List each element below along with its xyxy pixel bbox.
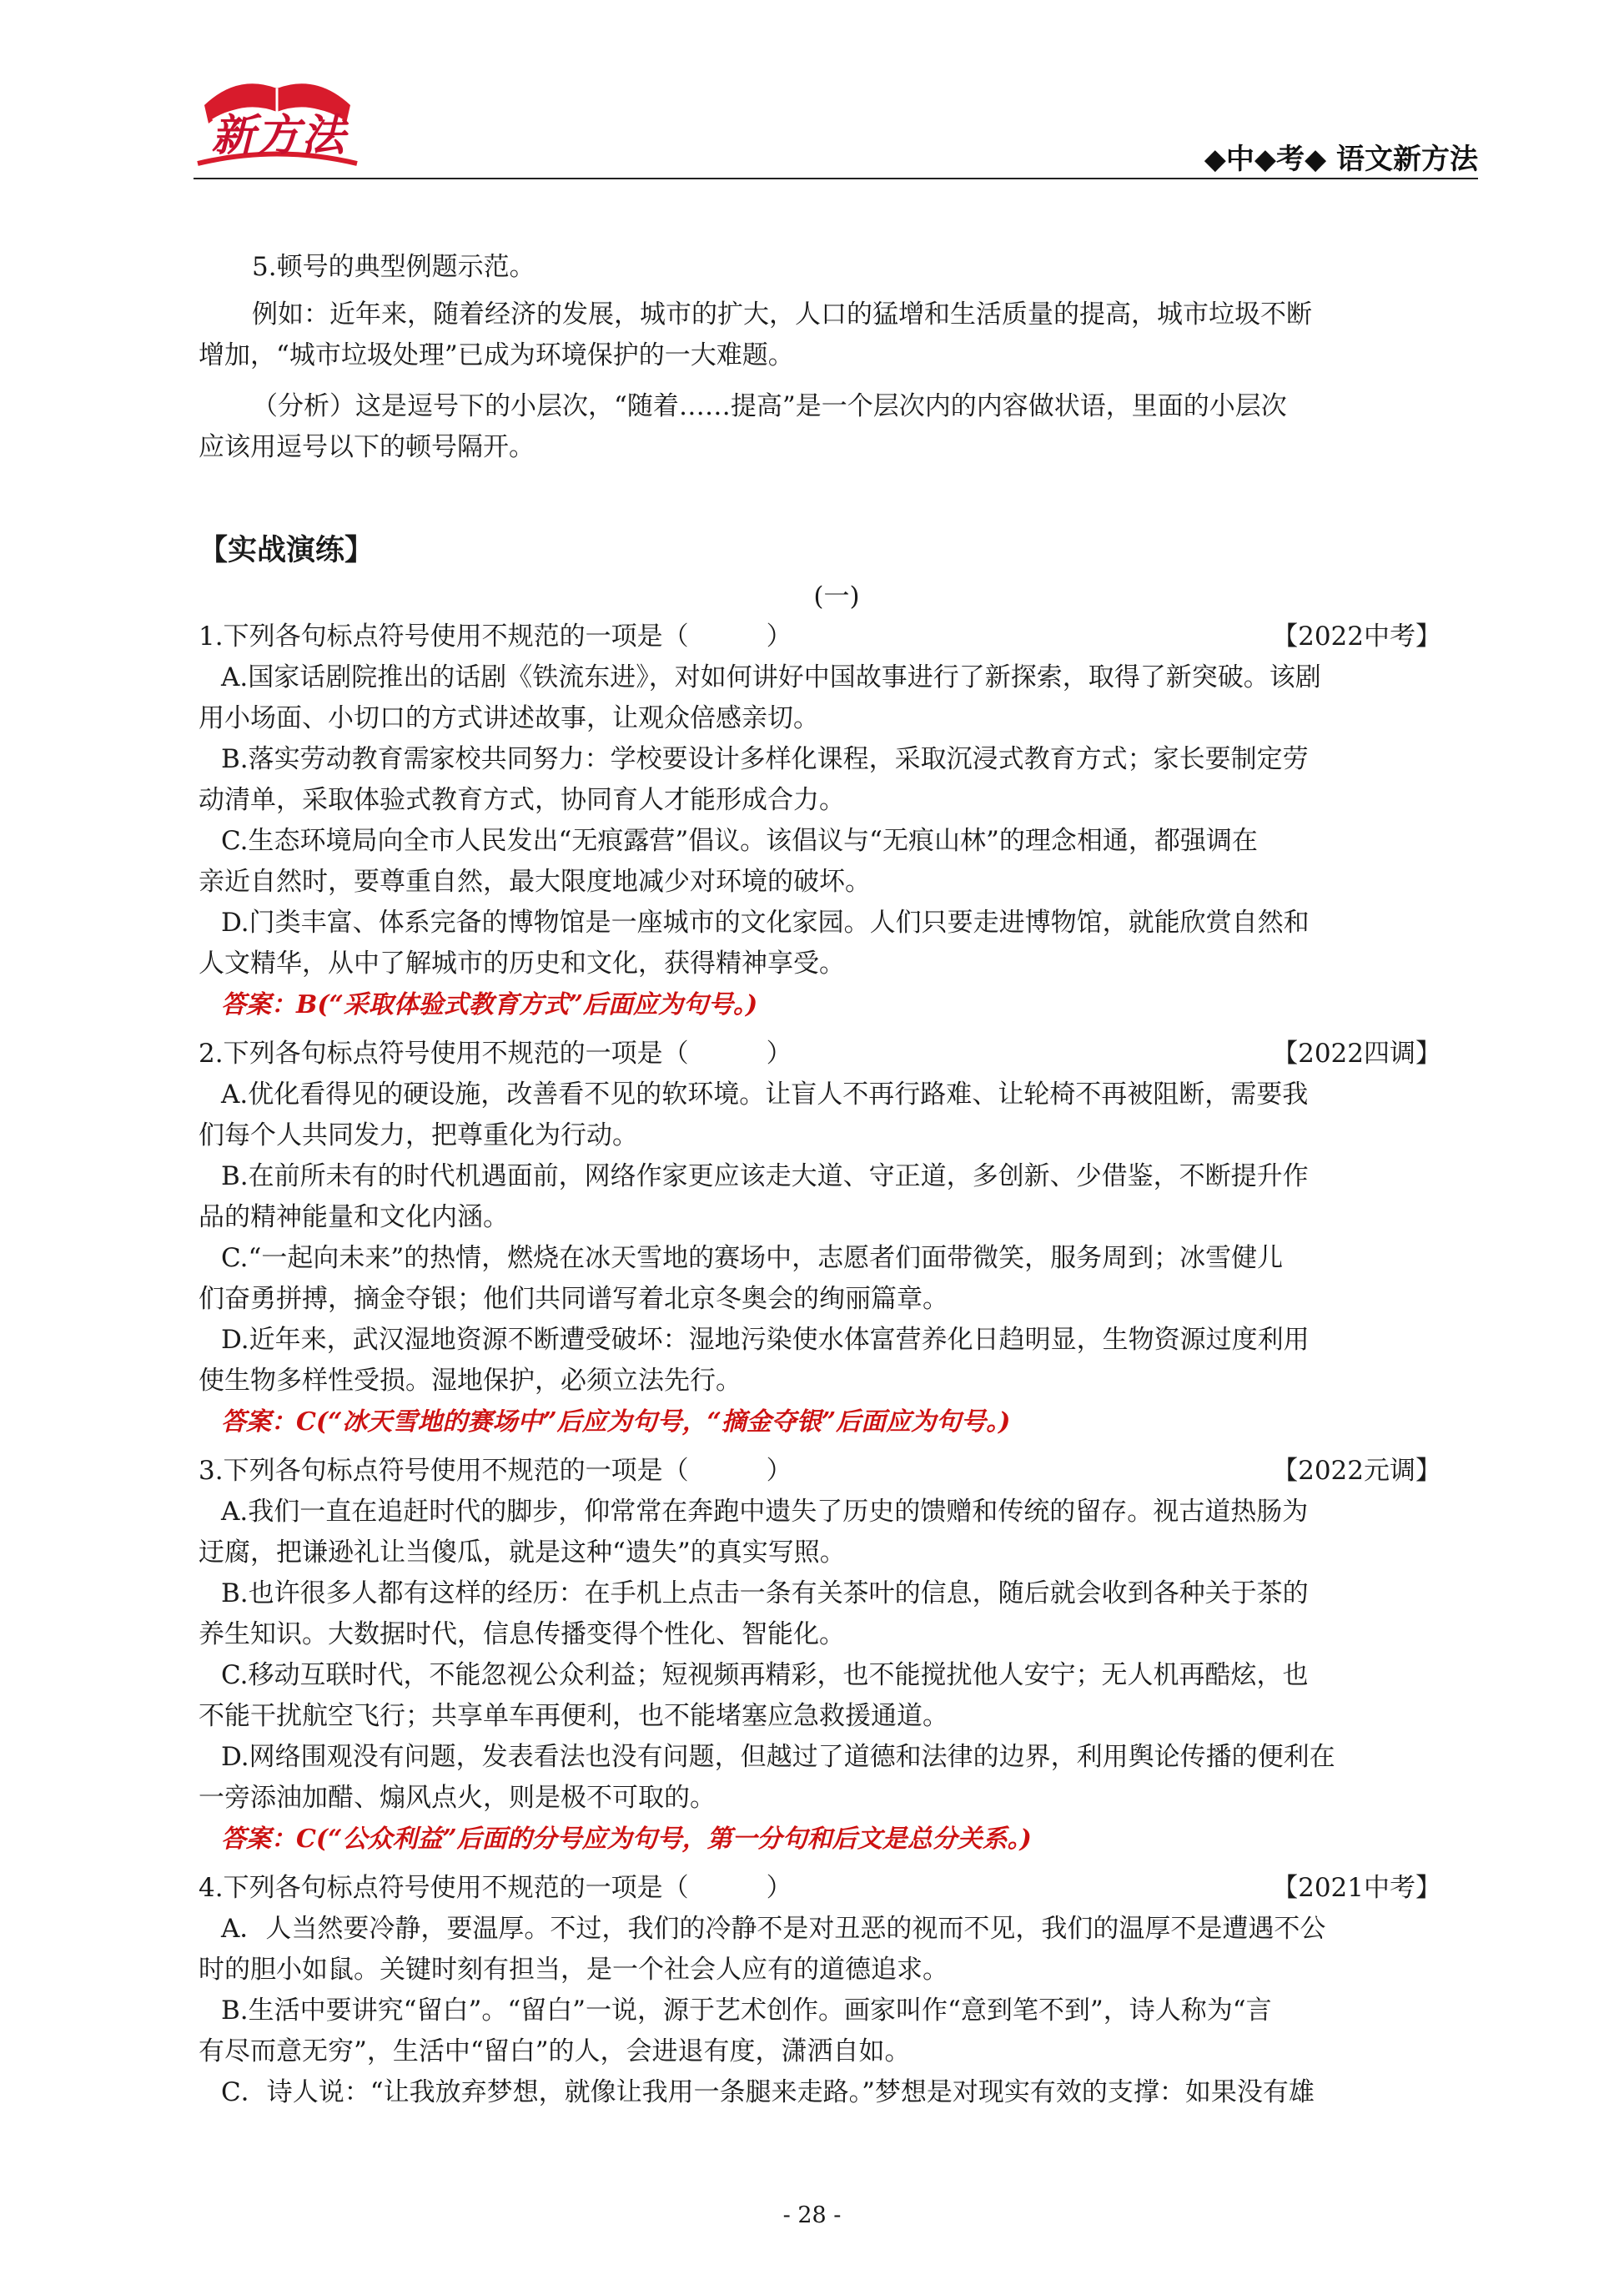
analysis-line: 应该用逗号以下的顿号隔开。: [199, 432, 535, 462]
example-line: 例如：近年来，随着经济的发展，城市的扩大，人口的猛增和生活质量的提高，城市垃圾不断: [252, 299, 1312, 330]
question-stem-text: 3.下列各句标点符号使用不规范的一项是（ ）: [199, 1456, 792, 1486]
question-tag: 【2022四调】: [1272, 1039, 1441, 1069]
option-line: 用小场面、小切口的方式讲述故事，让观众倍感亲切。: [199, 703, 819, 733]
question-tag: 【2022中考】: [1272, 622, 1441, 652]
logo-text: 新方法: [211, 110, 347, 161]
option-line: B.在前所未有的时代机遇面前，网络作家更应该走大道、守正道，多创新、少借鉴，不断提升作: [221, 1161, 1309, 1191]
page-number: - 28 -: [782, 2202, 842, 2228]
question-stem-text: 2.下列各句标点符号使用不规范的一项是（ ）: [199, 1039, 792, 1069]
intro-heading: 5.顿号的典型例题示范。: [252, 252, 535, 282]
question-stem: [199, 1450, 1475, 1492]
option-line: 们奋勇拼搏，摘金夺银；他们共同谱写着北京冬奥会的绚丽篇章。: [199, 1284, 948, 1314]
question-tag: 【2021中考】: [1272, 1873, 1441, 1903]
option-line: C.生态环境局向全市人民发出“无痕露营”倡议。该倡议与“无痕山林”的理念相通，都强调在: [221, 826, 1258, 856]
answer-line: 答案：B(“采取体验式教育方式”后面应为句号。): [221, 990, 758, 1019]
question-tag: 【2022元调】: [1272, 1456, 1441, 1486]
option-line: B.也许很多人都有这样的经历：在手机上点击一条有关茶叶的信息，随后就会收到各种关于茶的: [221, 1578, 1309, 1608]
question-1: [199, 616, 1475, 1025]
option-line: B.生活中要讲究“留白”。“留白”一说，源于艺术创作。画家叫作“意到笔不到”，诗人称为“言: [221, 1996, 1272, 2026]
option-line: D.近年来，武汉湿地资源不断遭受破坏：湿地污染使水体富营养化日趋明显，生物资源过度利用: [221, 1325, 1310, 1355]
answer-line: 答案：C(“冰天雪地的赛场中”后应为句号，“摘金夺银”后面应为句号。): [221, 1407, 1011, 1437]
option-line: D.门类丰富、体系完备的博物馆是一座城市的文化家园。人们只要走进博物馆，就能欣赏自然和: [221, 908, 1310, 938]
practice-subtitle: (一): [813, 581, 860, 612]
question-stem: [199, 1033, 1475, 1075]
question-2: [199, 1033, 1475, 1442]
option-line: 使生物多样性受损。湿地保护，必须立法先行。: [199, 1366, 742, 1396]
option-line: 一旁添油加醋、煽风点火，则是极不可取的。: [199, 1783, 716, 1813]
option-line: C．诗人说：“让我放弃梦想，就像让我用一条腿来走路。”梦想是对现实有效的支撑：如果没有雄: [221, 2077, 1315, 2107]
option-line: A.我们一直在追赶时代的脚步，仰常常在奔跑中遗失了历史的馈赠和传统的留存。视古道热肠为: [221, 1497, 1309, 1527]
example-line: 增加，“城市垃圾处理”已成为环境保护的一大难题。: [199, 340, 794, 370]
question-stem: [199, 616, 1475, 657]
answer-line: 答案：C(“公众利益”后面的分号应为句号，第一分句和后文是总分关系。): [221, 1825, 1032, 1854]
question-4: [199, 1867, 1475, 2113]
option-line: 人文精华，从中了解城市的历史和文化，获得精神享受。: [199, 949, 845, 979]
practice-title: 【实战演练】: [199, 533, 375, 567]
option-line: 亲近自然时，要尊重自然，最大限度地减少对环境的破坏。: [199, 867, 871, 897]
intro-section: [199, 247, 1475, 468]
header-title: ◆中◆考◆ 语文新方法: [1204, 143, 1478, 176]
option-line: 动清单，采取体验式教育方式，协同育人才能形成合力。: [199, 785, 845, 815]
question-stem: [199, 1867, 1475, 1909]
option-line: A．人当然要冷静，要温厚。不过，我们的冷静不是对丑恶的视而不见，我们的温厚不是遭遇不公: [221, 1914, 1326, 1944]
option-line: 们每个人共同发力，把尊重化为行动。: [199, 1120, 638, 1150]
option-line: 不能干扰航空飞行；共享单车再便利，也不能堵塞应急救援通道。: [199, 1701, 948, 1731]
option-line: D.网络围观没有问题，发表看法也没有问题，但越过了道德和法律的边界，利用舆论传播的便利在: [221, 1742, 1335, 1772]
practice-header: [199, 527, 1475, 569]
option-line: C.“一起向未来”的热情，燃烧在冰天雪地的赛场中，志愿者们面带微笑，服务周到；冰雪健儿: [221, 1243, 1284, 1273]
option-line: 有尽而意无穷”，生活中“留白”的人，会进退有度，潇洒自如。: [199, 2036, 911, 2066]
option-line: 品的精神能量和文化内涵。: [199, 1202, 509, 1232]
option-line: A.国家话剧院推出的话剧《铁流东进》，对如何讲好中国故事进行了新探索，取得了新突破。该剧: [221, 662, 1321, 692]
analysis-line: （分析）这是逗号下的小层次，“随着……提高”是一个层次内的内容做状语，里面的小层次: [252, 391, 1287, 421]
option-line: 养生知识。大数据时代，信息传播变得个性化、智能化。: [199, 1619, 845, 1649]
option-line: C.移动互联时代，不能忽视公众利益；短视频再精彩，也不能搅扰他人安宁；无人机再酷炫，也: [221, 1660, 1309, 1690]
header-divider: [194, 178, 1478, 179]
question-stem-text: 4.下列各句标点符号使用不规范的一项是（ ）: [199, 1873, 792, 1903]
option-line: A.优化看得见的硬设施，改善看不见的软环境。让盲人不再行路难、让轮椅不再被阻断，需要我: [221, 1080, 1309, 1110]
option-line: 时的胆小如鼠。关键时刻有担当，是一个社会人应有的道德追求。: [199, 1955, 948, 1985]
option-line: 迂腐，把谦逊礼让当傻瓜，就是这种“遗失”的真实写照。: [199, 1538, 846, 1568]
option-line: B.落实劳动教育需家校共同努力：学校要设计多样化课程，采取沉浸式教育方式；家长要制定劳: [221, 744, 1309, 774]
question-3: [199, 1450, 1475, 1860]
practice-subtitle-wrap: [199, 580, 1475, 613]
question-stem-text: 1.下列各句标点符号使用不规范的一项是（ ）: [199, 622, 792, 652]
brand-logo: [188, 65, 367, 174]
